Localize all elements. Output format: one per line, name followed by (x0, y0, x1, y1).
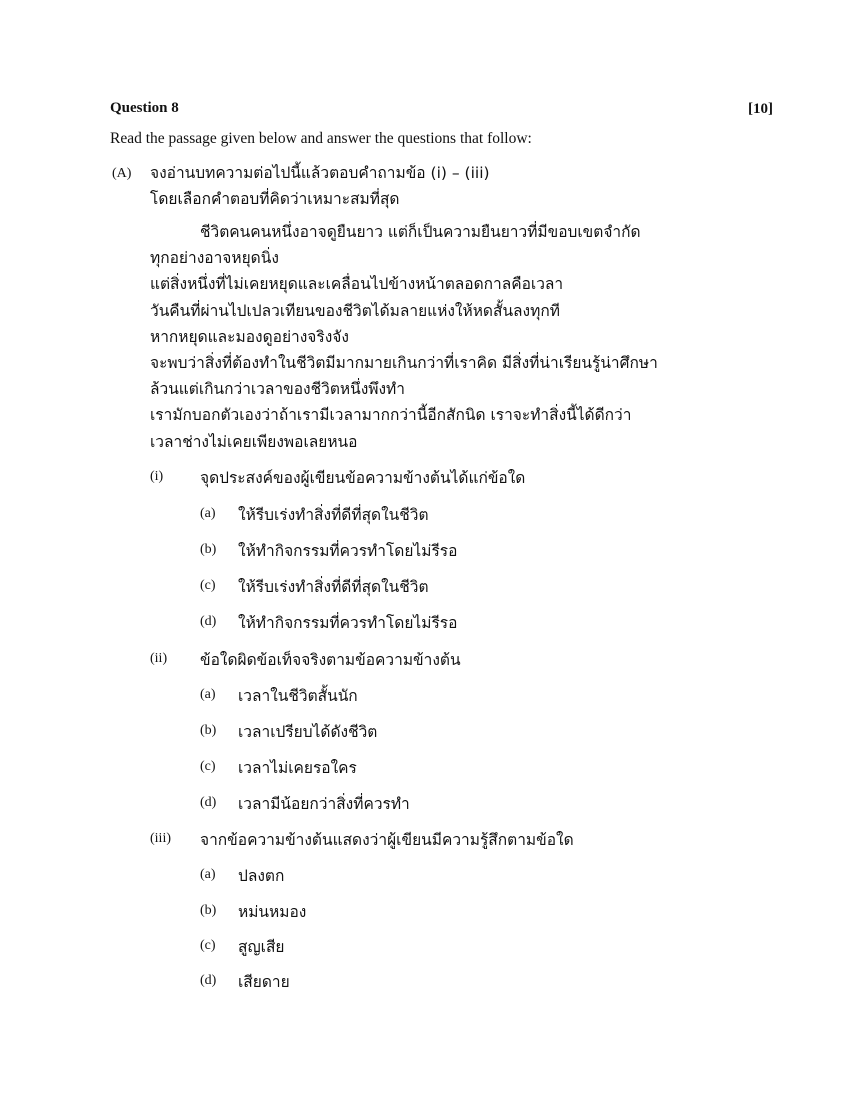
option-label: (d) (200, 614, 217, 629)
option-label: (b) (200, 903, 217, 918)
part-a-label: (A) (112, 166, 132, 181)
option-text: ให้ทำกิจกรรมที่ควรทำโดยไม่รีรอ (238, 614, 458, 632)
option-text: ให้ทำกิจกรรมที่ควรทำโดยไม่รีรอ (238, 542, 458, 560)
part-a-prompt-line: โดยเลือกคำตอบที่คิดว่าเหมาะสมที่สุด (150, 190, 400, 208)
subquestion-label: (ii) (150, 651, 168, 666)
subquestion-label: (iii) (150, 831, 171, 846)
subquestion-text: ข้อใดผิดข้อเท็จจริงตามข้อความข้างต้น (200, 651, 461, 669)
option-text: หม่นหมอง (238, 903, 307, 921)
option-text: ให้รีบเร่งทำสิ่งที่ดีที่สุดในชีวิต (238, 578, 429, 596)
question-title: Question 8 (110, 100, 179, 116)
option-text: เวลาเปรียบได้ดังชีวิต (238, 723, 378, 741)
option-label: (a) (200, 506, 216, 521)
part-a-prompt-line: จงอ่านบทความต่อไปนี้แล้วตอบคำถามข้อ (i) – (iii) (150, 164, 490, 182)
question-instruction: Read the passage given below and answer the questions that follow: (110, 130, 532, 147)
option-label: (d) (200, 973, 217, 988)
option-label: (b) (200, 723, 217, 738)
option-label: (a) (200, 687, 216, 702)
option-label: (a) (200, 867, 216, 882)
option-label: (d) (200, 795, 217, 810)
option-label: (c) (200, 578, 216, 593)
passage-line: จะพบว่าสิ่งที่ต้องทำในชีวิตมีมากมายเกินกว่าที่เราคิด มีสิ่งที่น่าเรียนรู้น่าศึกษา (150, 354, 658, 373)
passage-line: หากหยุดและมองดูอย่างจริงจัง (150, 327, 349, 346)
passage-line: เรามักบอกตัวเองว่าถ้าเรามีเวลามากกว่านี้อีกสักนิด เราจะทำสิ่งนี้ได้ดีกว่า (150, 406, 632, 425)
subquestion-text: จุดประสงค์ของผู้เขียนข้อความข้างต้นได้แก่ข้อใด (200, 469, 526, 487)
passage-line: เวลาช่างไม่เคยเพียงพอเลยหนอ (150, 432, 358, 451)
option-text: ปลงตก (238, 867, 285, 885)
option-label: (c) (200, 759, 216, 774)
question-marks: [10] (748, 101, 773, 117)
passage-line: ทุกอย่างอาจหยุดนิ่ง (150, 249, 279, 268)
option-text: เวลามีน้อยกว่าสิ่งที่ควรทำ (238, 795, 410, 813)
option-text: ให้รีบเร่งทำสิ่งที่ดีที่สุดในชีวิต (238, 506, 429, 524)
option-text: เวลาในชีวิตสั้นนัก (238, 687, 358, 705)
option-label: (c) (200, 938, 216, 953)
option-text: เวลาไม่เคยรอใคร (238, 759, 357, 777)
passage-line: วันคืนที่ผ่านไปเปลวเทียนของชีวิตได้มลายแห่งให้หดสั้นลงทุกที (150, 301, 560, 320)
part-a-prompt (150, 160, 490, 212)
passage-line: แต่สิ่งหนึ่งที่ไม่เคยหยุดและเคลื่อนไปข้างหน้าตลอดกาลคือเวลา (150, 275, 564, 294)
option-text: สูญเสีย (238, 938, 285, 956)
subquestion-label: (i) (150, 469, 164, 484)
subquestion-text: จากข้อความข้างต้นแสดงว่าผู้เขียนมีความรู้สึกตามข้อใด (200, 831, 574, 849)
reading-passage (150, 219, 658, 455)
passage-line: ชีวิตคนคนหนึ่งอาจดูยืนยาว แต่ก็เป็นความยืนยาวที่มีขอบเขตจำกัด (200, 223, 641, 241)
option-text: เสียดาย (238, 973, 290, 991)
option-label: (b) (200, 542, 217, 557)
passage-line: ล้วนแต่เกินกว่าเวลาของชีวิตหนึ่งพึงทำ (150, 380, 405, 399)
